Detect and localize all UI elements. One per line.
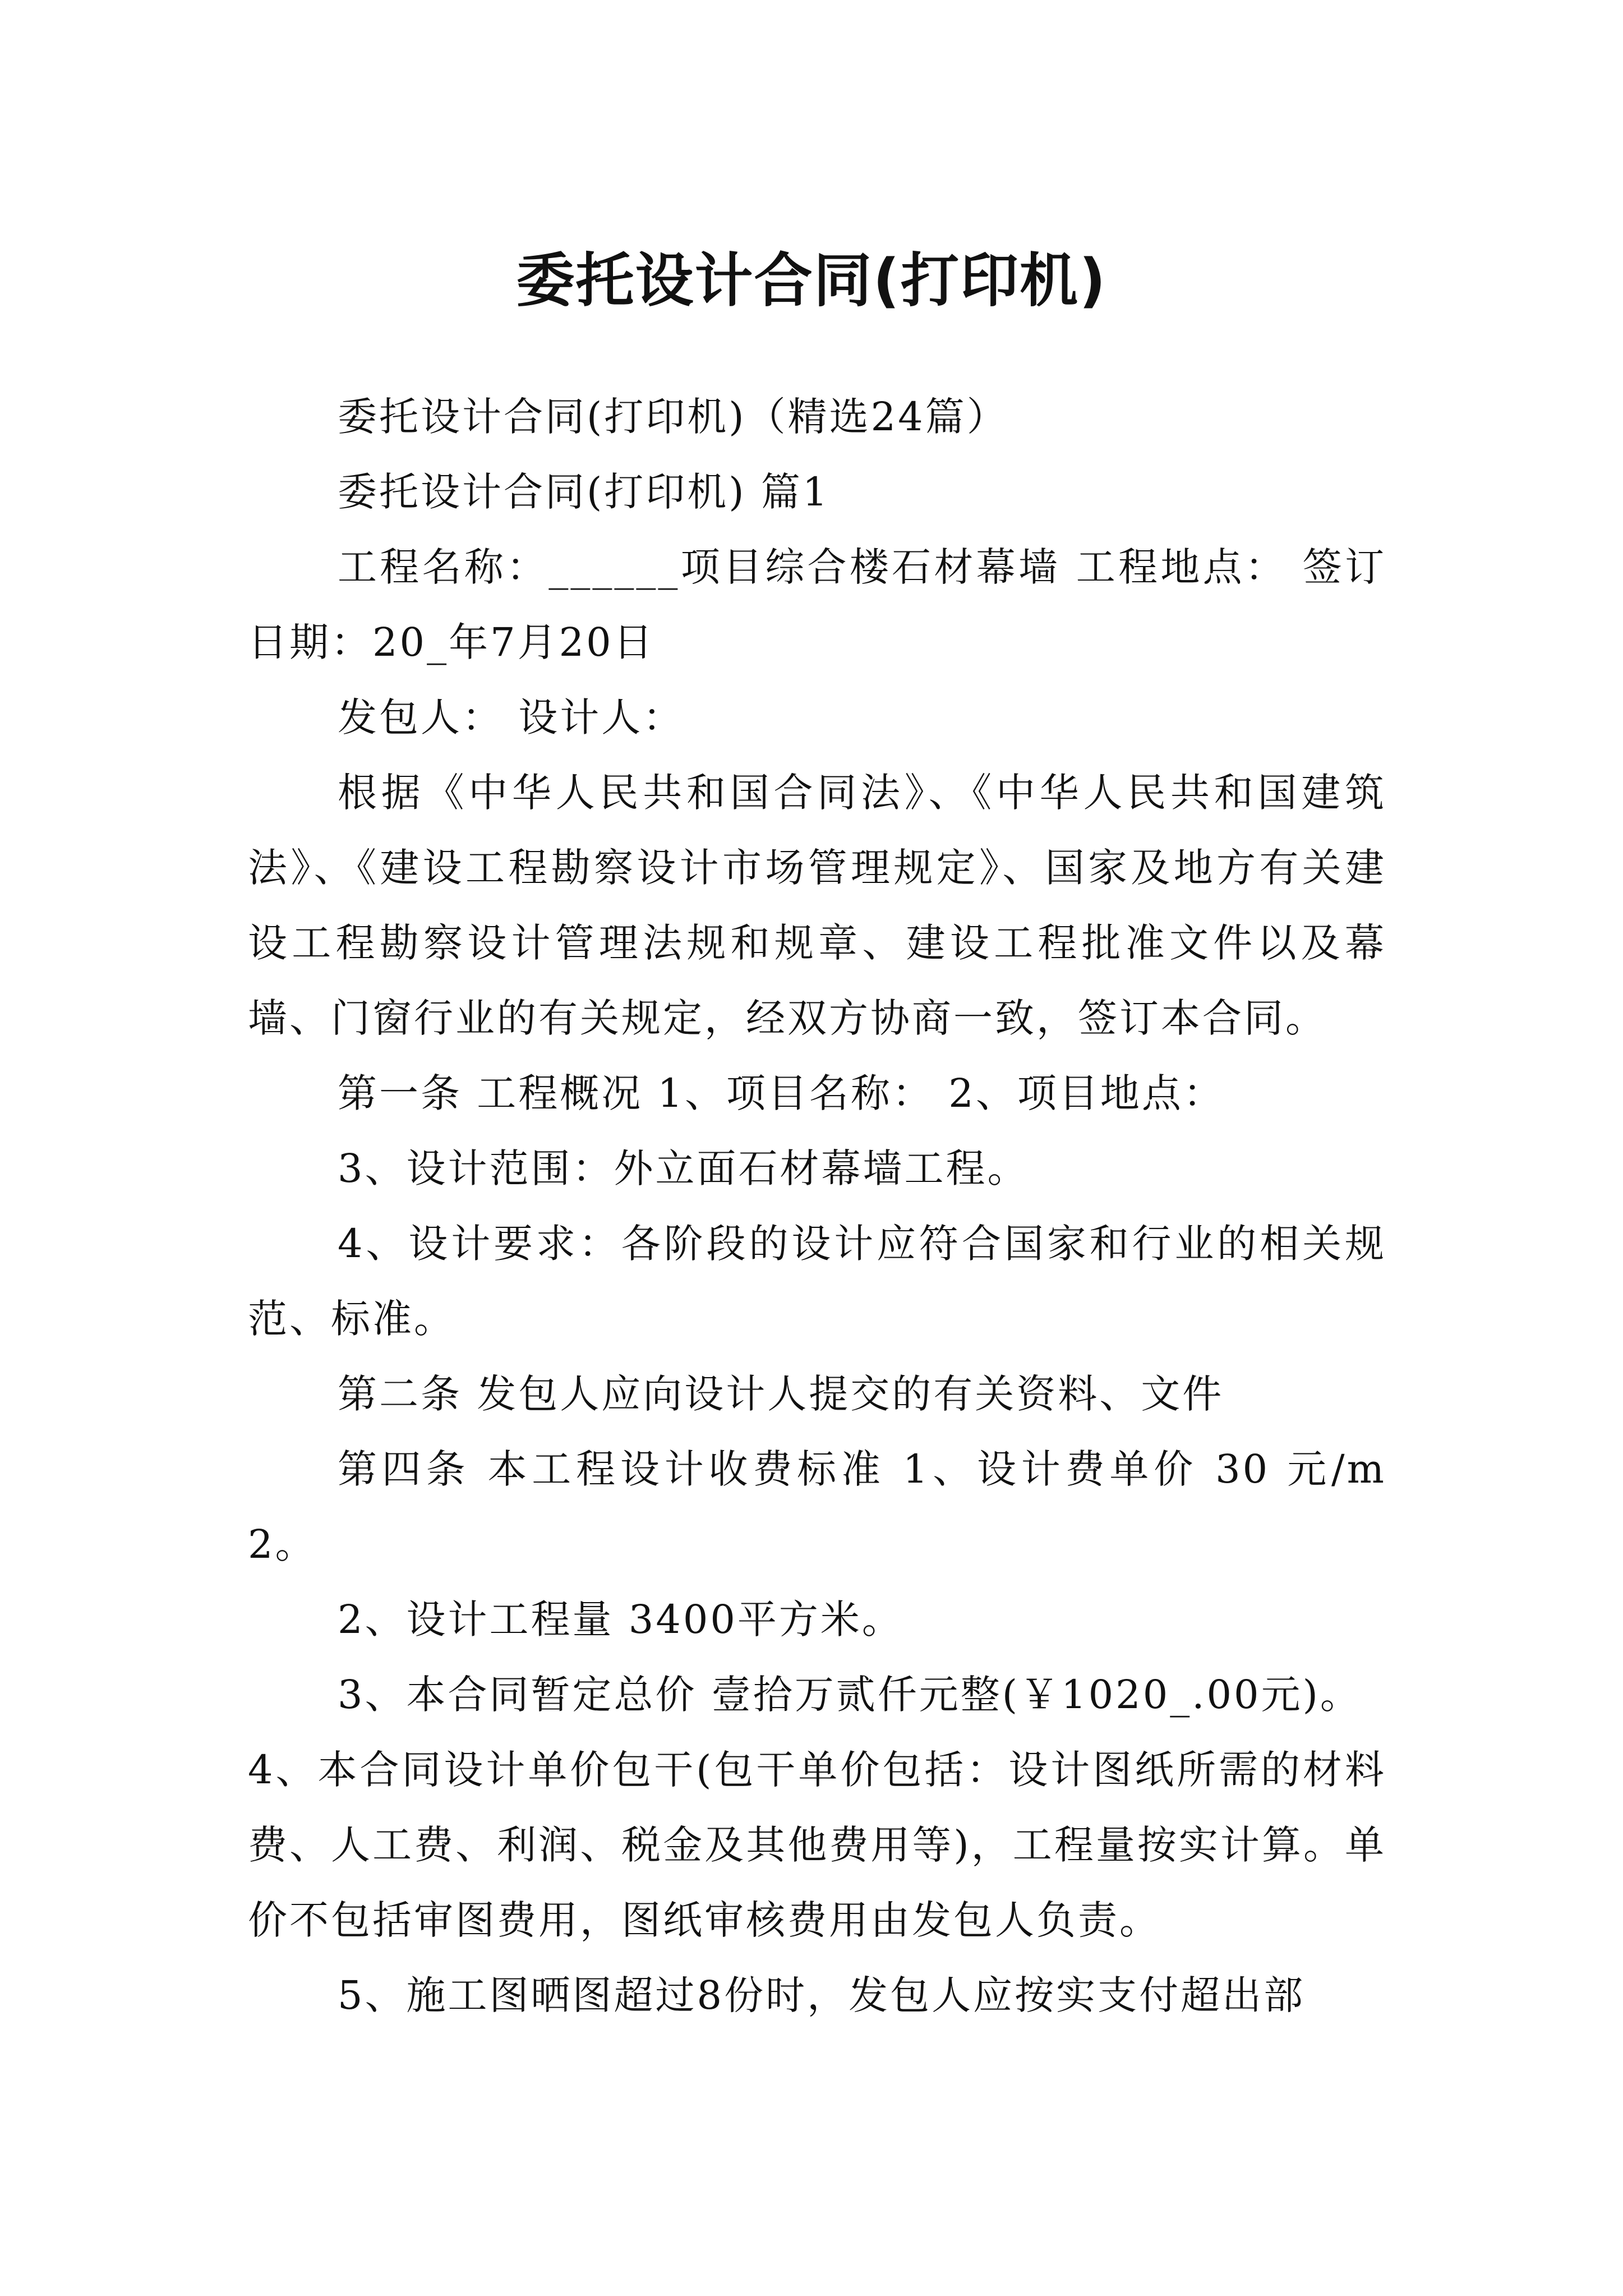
article-four-paragraph: 第四条 本工程设计收费标准 1、设计费单价 30 元/m2。 (248, 1446, 1386, 1567)
subtitle-paragraph: 委托设计合同(打印机)（精选24篇） (338, 394, 1008, 440)
quantity-paragraph: 2、设计工程量 3400平方米。 (338, 1596, 903, 1642)
parties-paragraph: 发包人： 设计人： (338, 694, 685, 740)
article-two-paragraph: 第二条 发包人应向设计人提交的有关资料、文件 (338, 1371, 1224, 1417)
article-one-paragraph: 第一条 工程概况 1、项目名称： 2、项目地点： (338, 1070, 1225, 1116)
document-title: 委托设计合同(打印机) (516, 246, 1107, 315)
design-scope-paragraph: 3、设计范围：外立面石材幕墙工程。 (338, 1145, 1029, 1191)
design-requirements-paragraph: 4、设计要求：各阶段的设计应符合国家和行业的相关规范、标准。 (248, 1221, 1386, 1342)
unit-price-paragraph: 4、本合同设计单价包干(包干单价包括：设计图纸所需的材料费、人工费、利润、税金及其他费用等)，工程量按实计算。单价不包括审图费用，图纸审核费用由发包人负责。 (248, 1747, 1386, 1943)
total-price-paragraph: 3、本合同暂定总价 壹拾万贰仟元整(￥1020_.00元)。 (338, 1672, 1362, 1718)
printing-paragraph: 5、施工图晒图超过8份时，发包人应按实支付超出部 (338, 1972, 1306, 2018)
project-info-paragraph: 工程名称：______项目综合楼石材幕墙 工程地点： 签订日期：20_年7月20日 (248, 544, 1386, 665)
section-heading: 委托设计合同(打印机) 篇1 (338, 469, 830, 515)
document-body (248, 379, 1386, 2033)
legal-basis-paragraph: 根据《中华人民共和国合同法》、《中华人民共和国建筑法》、《建设工程勘察设计市场管理规定》、国家及地方有关建设工程勘察设计管理法规和规章、建设工程批准文件以及幕墙、门窗行业的有关规定，经双方协商一致，签订本合同。 (248, 770, 1386, 1041)
